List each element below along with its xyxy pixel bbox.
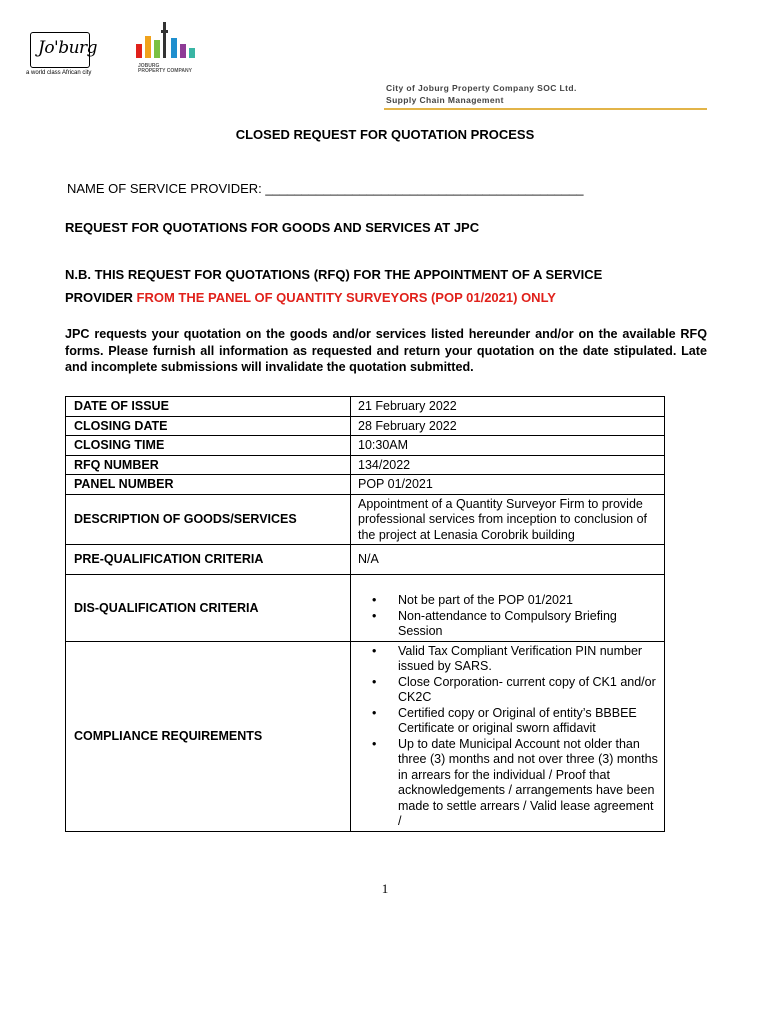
nb-line-1: N.B. THIS REQUEST FOR QUOTATIONS (RFQ) FOR THE APPOINTMENT OF A SERVICE xyxy=(65,267,603,282)
table-row xyxy=(66,416,665,436)
department-name: Supply Chain Management xyxy=(386,95,504,105)
row-value: N/A xyxy=(351,545,665,575)
jpc-logo-caption: JOBURG PROPERTY COMPANY xyxy=(138,63,192,74)
row-value xyxy=(351,575,665,642)
rfq-heading: REQUEST FOR QUOTATIONS FOR GOODS AND SERVICES AT JPC xyxy=(65,220,480,235)
list-item: • Not be part of the POP 01/2021 xyxy=(398,593,660,609)
header-divider xyxy=(384,108,707,110)
table-row xyxy=(66,494,665,545)
jpc-logo xyxy=(133,18,203,78)
row-label: PRE-QUALIFICATION CRITERIA xyxy=(66,545,351,575)
table-row xyxy=(66,436,665,456)
company-name: City of Joburg Property Company SOC Ltd. xyxy=(386,83,577,93)
row-value: 134/2022 xyxy=(351,455,665,475)
row-value: 28 February 2022 xyxy=(351,416,665,436)
table-row xyxy=(66,575,665,642)
joburg-logo-word: Jo'burg xyxy=(38,38,98,58)
table-row xyxy=(66,545,665,575)
nb-panel-highlight: FROM THE PANEL OF QUANTITY SURVEYORS (POP 01/2021) ONLY xyxy=(136,290,556,305)
row-label: COMPLIANCE REQUIREMENTS xyxy=(66,641,351,831)
row-value: 10:30AM xyxy=(351,436,665,456)
row-value: Appointment of a Quantity Surveyor Firm to provide professional services from inception to conclusion of the project at Lenasia Corobrik building xyxy=(351,494,665,545)
joburg-logo-tagline: a world class African city xyxy=(26,70,92,76)
list-item: • Valid Tax Compliant Verification PIN number issued by SARS. xyxy=(398,644,660,675)
joburg-logo xyxy=(26,32,106,80)
row-label: CLOSING DATE xyxy=(66,416,351,436)
row-label: PANEL NUMBER xyxy=(66,475,351,495)
list-item: • Non-attendance to Compulsory Briefing Session xyxy=(398,609,660,640)
table-row xyxy=(66,397,665,417)
rfq-details-table xyxy=(65,396,665,832)
list-item: • Close Corporation- current copy of CK1 and/or CK2C xyxy=(398,675,660,706)
row-label: DATE OF ISSUE xyxy=(66,397,351,417)
service-provider-field: NAME OF SERVICE PROVIDER: ____________________________________________ xyxy=(67,181,584,196)
row-label: DESCRIPTION OF GOODS/SERVICES xyxy=(66,494,351,545)
row-value xyxy=(351,641,665,831)
list-item: • Certified copy or Original of entity’s BBBEE Certificate or original sworn affidavit xyxy=(398,706,660,737)
row-label: CLOSING TIME xyxy=(66,436,351,456)
table-row xyxy=(66,455,665,475)
page-number: 1 xyxy=(381,881,389,896)
jpc-logo-icon xyxy=(133,18,203,64)
list-item: • Up to date Municipal Account not older than three (3) months and not over three (3) months in arrears for the individual / Proof that acknowledgements / arrangements have been made to settle arrears / Valid lease agreement / xyxy=(398,737,660,830)
table-row xyxy=(66,475,665,495)
intro-paragraph: JPC requests your quotation on the goods and/or services listed hereunder and/or on the available RFQ forms. Please furnish all information as requested and return your quotation on the date stipulated. Late and incomplete submissions will invalidate the quotation submitted. xyxy=(65,327,707,374)
document-title: CLOSED REQUEST FOR QUOTATION PROCESS xyxy=(235,127,535,142)
row-value: POP 01/2021 xyxy=(351,475,665,495)
company-header xyxy=(386,82,577,106)
row-label: RFQ NUMBER xyxy=(66,455,351,475)
row-label: DIS-QUALIFICATION CRITERIA xyxy=(66,575,351,642)
compliance-list xyxy=(358,644,660,830)
table-row xyxy=(66,641,665,831)
disqualification-list xyxy=(358,593,660,640)
nb-line-2: PROVIDER FROM THE PANEL OF QUANTITY SURVEYORS (POP 01/2021) ONLY xyxy=(65,290,556,305)
row-value: 21 February 2022 xyxy=(351,397,665,417)
